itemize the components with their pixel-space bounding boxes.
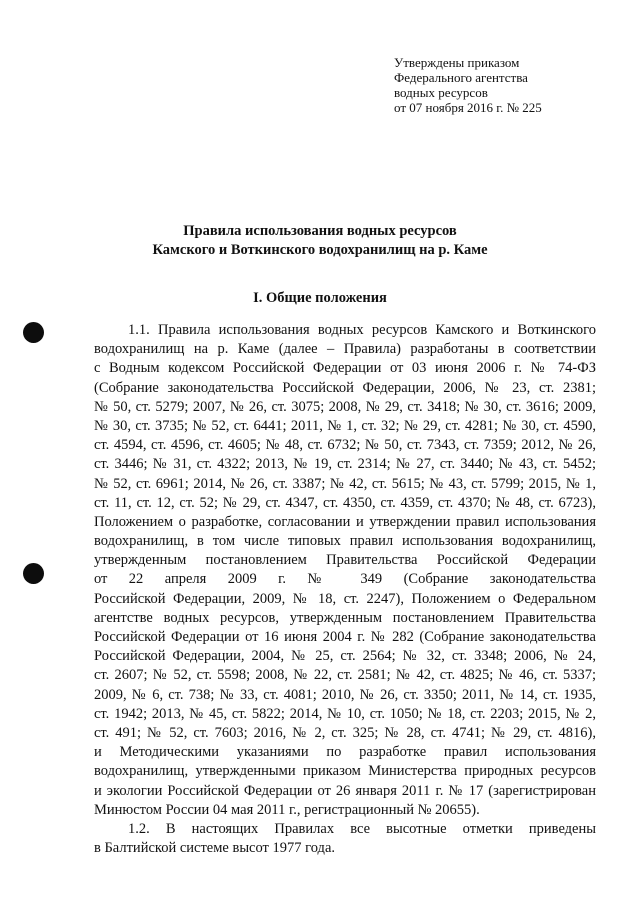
paragraph-1-1 bbox=[94, 321, 596, 820]
text-line: водохранилищ на р. Каме (далее – Правила) разработаны в соответствии bbox=[94, 341, 596, 358]
approval-line: от 07 ноября 2016 г. № 225 bbox=[394, 100, 542, 115]
punch-hole-top bbox=[23, 322, 44, 343]
text-line: ст. 11, ст. 12, ст. 52; № 29, ст. 4347, ст. 4350, ст. 4359, ст. 4370; № 48, ст. 6723), bbox=[94, 494, 596, 511]
approval-stamp bbox=[394, 55, 624, 115]
approval-line: Федерального агентства bbox=[394, 70, 528, 85]
section-heading: I. Общие положения bbox=[253, 290, 387, 306]
approval-line: Утверждены приказом bbox=[394, 55, 520, 70]
text-line: Минюстом России 04 мая 2011 г., регистрационный № 20655). bbox=[94, 801, 480, 818]
document-body bbox=[94, 321, 596, 858]
text-line: 1.1. Правила использования водных ресурсов Камского и Воткинского bbox=[128, 322, 596, 338]
text-line: Российской Федерации, 2009, № 18, ст. 2247), Положением о Федеральном bbox=[94, 590, 596, 607]
approval-line: водных ресурсов bbox=[394, 85, 488, 100]
text-line: 1.2. В настоящих Правилах все высотные отметки приведены bbox=[128, 820, 596, 837]
title-line: Камского и Воткинского водохранилищ на р. Каме bbox=[152, 242, 488, 258]
text-line: водохранилищ, утвержденными приказом Министерства природных ресурсов bbox=[94, 763, 596, 780]
text-line: Российской Федерации, 2004, № 25, ст. 2564; № 32, ст. 3348; 2006, № 24, bbox=[94, 648, 596, 665]
text-line: ст. 1942; 2013, № 45, ст. 5822; 2014, № 10, ст. 1050; № 18, ст. 2203; 2015, № 2, bbox=[94, 705, 596, 722]
text-line: в Балтийской системе высот 1977 года. bbox=[94, 840, 335, 857]
text-line: Российской Федерации от 16 июня 2004 г. № 282 (Собрание законодательства bbox=[94, 629, 596, 645]
text-line: утвержденным постановлением Правительства Российской Федерации bbox=[94, 552, 596, 569]
text-line: водохранилищ, в том числе типовых правил использования водохранилищ, bbox=[94, 533, 596, 550]
text-line: и Методическими указаниями по разработке правил использования bbox=[94, 744, 596, 761]
text-line: № 30, ст. 3735; № 52, ст. 6441; 2011, № 1, ст. 32; № 29, ст. 4281; № 30, ст. 4590, bbox=[94, 417, 596, 434]
text-line: ст. 4594, ст. 4596, ст. 4605; № 48, ст. 6732; № 50, ст. 7343, ст. 7359; 2012, № 26, bbox=[94, 437, 596, 454]
punch-hole-bottom bbox=[23, 563, 44, 584]
text-line: (Собрание законодательства Российской Федерации, 2006, № 23, ст. 2381; bbox=[94, 379, 596, 396]
text-line: № 52, ст. 6961; 2014, № 26, ст. 3387; № 42, ст. 5615; № 43, ст. 5799; 2015, № 1, bbox=[94, 475, 596, 492]
text-line: 2009, № 6, ст. 738; № 33, ст. 4081; 2010, № 26, ст. 3350; 2011, № 14, ст. 1935, bbox=[94, 686, 596, 703]
title-line: Правила использования водных ресурсов bbox=[183, 223, 457, 239]
text-line: ст. 2607; № 52, ст. 5598; 2008, № 22, ст. 2581; № 42, ст. 4825; № 46, ст. 5337; bbox=[94, 667, 596, 684]
text-line: ст. 491; № 52, ст. 7603; 2016, № 2, ст. 325; № 28, ст. 4741; № 29, ст. 4816), bbox=[94, 724, 596, 741]
text-line: ст. 3446; № 31, ст. 4322; 2013, № 19, ст. 2314; № 27, ст. 3440; № 43, ст. 5452; bbox=[94, 456, 596, 473]
text-line: от 22 апреля 2009 г. № 349 (Собрание законодательства bbox=[94, 571, 596, 588]
text-line: агентстве водных ресурсов, утвержденным постановлением Правительства bbox=[94, 609, 596, 626]
document-title bbox=[60, 222, 580, 260]
text-line: Положением о разработке, согласовании и утверждении правил использования bbox=[94, 513, 596, 530]
text-line: и экологии Российской Федерации от 26 января 2011 г. № 17 (зарегистрирован bbox=[94, 782, 596, 799]
paragraph-1-2 bbox=[94, 820, 596, 858]
text-line: № 50, ст. 5279; 2007, № 26, ст. 3075; 2008, № 29, ст. 3418; № 30, ст. 3616; 2009, bbox=[94, 398, 596, 415]
text-line: с Водным кодексом Российской Федерации от 03 июня 2006 г. № 74-ФЗ bbox=[94, 360, 596, 377]
